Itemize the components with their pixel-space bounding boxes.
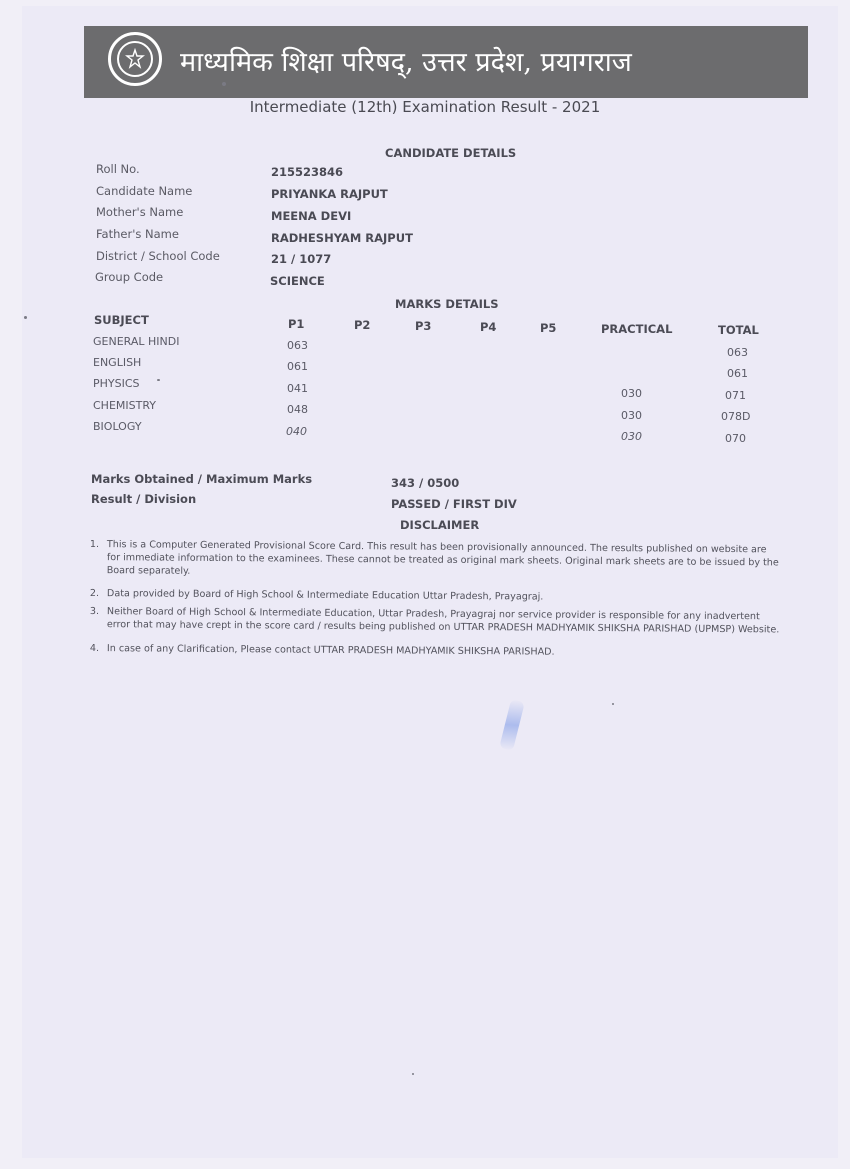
table-row-practical: 030 [621,387,642,400]
exam-title: Intermediate (12th) Examination Result - 2021 [249,98,601,116]
district-school-code-label: District / School Code [96,249,220,263]
table-row-total: 061 [727,367,748,380]
table-row-total: 070 [725,432,746,445]
disclaimer-item-number: 3. [89,605,100,618]
col-subject: SUBJECT [94,313,149,327]
scanned-page [22,6,838,1158]
marks-obtained-value: 343 / 0500 [391,476,460,490]
group-code-value: SCIENCE [270,274,325,288]
table-row-p1: 040 [286,425,307,438]
col-practical: PRACTICAL [601,322,673,336]
col-p4: P4 [480,320,497,334]
table-row-total: 063 [727,346,748,359]
disclaimer-item-text: In case of any Clarification, Please contact UTTAR PRADESH MADHYAMIK SHIKSHA PARISHAD. [106,643,555,658]
disclaimer-item-number: 1. [89,538,100,551]
mother-name-value: MEENA DEVI [271,209,352,223]
father-name-value: RADHESHYAM RAJPUT [271,231,413,245]
scan-speck [24,316,27,319]
table-row-p1: 063 [287,339,308,352]
scan-speck [412,1073,414,1075]
col-total: TOTAL [718,323,759,337]
result-division-label: Result / Division [91,492,197,506]
roll-no-value: 215523846 [271,165,344,179]
disclaimer-item-text: Data provided by Board of High School & Intermediate Education Uttar Pradesh, Prayagraj. [106,588,544,603]
candidate-name-value: PRIYANKA RAJPUT [271,187,388,201]
table-row-p1: 061 [287,360,308,373]
candidate-details-heading: CANDIDATE DETAILS [385,146,517,160]
marks-obtained-label: Marks Obtained / Maximum Marks [91,472,313,486]
col-p3: P3 [415,319,432,333]
scan-speck [157,379,160,381]
disclaimer-item [90,538,780,582]
scan-speck [612,703,614,705]
disclaimer-item-number: 2. [89,587,100,600]
table-row-subject: BIOLOGY [93,420,142,433]
disclaimer-item-number: 4. [89,642,100,655]
result-division-value: PASSED / FIRST DIV [391,497,517,511]
table-row-total: 078D [721,410,751,423]
disclaimer-item [90,605,780,636]
disclaimer-heading: DISCLAIMER [400,518,480,532]
disclaimer-item-text: Neither Board of High School & Intermediate Education, Uttar Pradesh, Prayagraj nor service provider is responsible for any inadvertent error that may have crept in the score card / results being published on UTTAR PRADESH MADHYAMIK SHIKSHA PARISHAD (UPMSP) Website. [106,606,780,636]
table-row-p1: 048 [287,403,308,416]
table-row-subject: PHYSICS [93,377,140,390]
district-school-code-value: 21 / 1077 [271,252,332,266]
candidate-name-label: Candidate Name [96,184,193,198]
scan-speck [222,82,226,86]
group-code-label: Group Code [95,270,164,284]
table-row-subject: CHEMISTRY [93,399,156,412]
mother-name-label: Mother's Name [96,205,184,219]
table-row-total: 071 [725,389,746,402]
table-row-practical: 030 [621,430,642,443]
table-row-subject: ENGLISH [93,356,142,369]
father-name-label: Father's Name [96,227,179,241]
col-p1: P1 [288,317,305,331]
marks-details-heading: MARKS DETAILS [395,297,499,311]
table-row-practical: 030 [621,409,642,422]
table-row-p1: 041 [287,382,308,395]
disclaimer-item-text: This is a Computer Generated Provisional Score Card. This result has been provisionally announced. The results published on website are for immediate information to the examinees. These cannot be treated as original mark sheets. Original mark sheets are to be issued by the Board separately. [106,539,779,577]
col-p5: P5 [540,321,557,335]
table-row-subject: GENERAL HINDI [93,335,180,348]
upmsp-emblem-icon [108,32,162,86]
board-title: माध्यमिक शिक्षा परिषद्, उत्तर प्रदेश, प्रयागराज [180,47,632,78]
roll-no-label: Roll No. [96,162,140,176]
header-bar [84,26,808,98]
col-p2: P2 [354,318,371,332]
